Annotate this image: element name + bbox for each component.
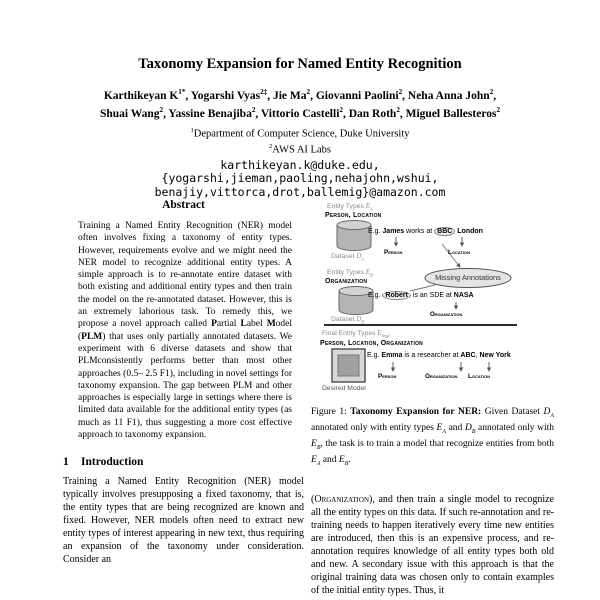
authors-line-1: Karthikeyan $K^{1*}$, Yogarshi Vyas$^{2\ddagger}$, Jie Ma$^2$, Giovanni Paolini$^2$, Neha Anna John$^2$, [103,88,497,102]
desired-model-icon-inner [338,355,359,376]
entity-types-b-label: Entity Types $E_B$ [327,269,373,278]
final-entity-types-label: Final Entity Types $E_{final}$ [322,330,390,339]
paper-title: Taxonomy Expansion for Named Entity Recognition [138,56,462,72]
section-1-heading [63,456,304,468]
right-column [311,201,554,597]
missing-annotations-label: Missing Annotations [435,273,501,282]
figure-1-diagram [311,201,554,397]
section-number: 1 [63,456,69,469]
figure-1-caption: Figure 1: Taxonomy Expansion for NER: Given Dataset $D_A$ annotated only with entity types $E_A$ and $D_B$ annotated only with $E_B$, the task is to train a model that recognize entities from both $E_A$ and $E_B$. [311,407,554,468]
email-line-3: benajiy,vittorca,drot,ballemig}@amazon.com [154,184,446,199]
introduction-paragraph: Training a Named Entity Recognition (NER) model typically involves presupposing a fixed taxonomy, that is, the entity types that are being recognized are known and fixed. However, NER models often need to extract new entity types of interest appearing in new text, thus requiring an expansion of the taxonomy under consideration. Consider an [63,476,304,565]
person-arrow-label-a: Person [384,249,403,256]
organization-arrow-label-final: Organization [425,373,458,380]
email-line-1: karthikeyan.k@duke.edu, [220,157,380,172]
email-block [0,159,600,200]
author-list [0,85,600,121]
example-sentence-b: E.g. Robert is an SDE at NASA [368,292,474,299]
entity-types-b-values: Organization [325,278,368,285]
dataset-a-cylinder-top [337,221,371,230]
affiliation-duke: $^1$Department of Computer Science, Duke University [190,126,410,140]
final-entity-types-values: Person, Location, Organization [320,340,423,347]
example-sentence-final: E.g. Emma is a researcher at ABC, New York [367,352,511,359]
organization-arrow-label-b: Organization [430,311,463,318]
entity-types-a-label: Entity Types $E_A$ [327,203,373,212]
section-title: Introduction [81,456,144,469]
affiliation-aws: $^2$AWS AI Labs [269,143,331,156]
abstract-heading: Abstract [162,199,205,211]
authors-line-2: Shuai Wang$^2$, Yassine Benajiba$^2$, Vittorio Castelli$^2$, Dan Roth$^2$, Miguel Ballesteros$^2$ [99,105,501,120]
right-column-paragraph: (Organization), and then train a single model to recognize all the entity types on this data. If such re-annotation and re-training needs to happen iteratively every time new entities are introduced, then this is an expensive process, and re-annotation requires knowledge of all entity types both old and new. A secondary issue with this approach is that the original training data was chosen only to contain examples of the initial entity types. Thus, it [311,494,554,597]
dataset-a-label: Dataset $D_A$ [331,253,365,262]
left-column [63,199,304,567]
desired-model-label: Desired Model [322,385,366,392]
abstract-body: Training a Named Entity Recognition (NER) model often involves fixing a taxonomy of entity types. However, requirements evolve and we might need the NER model to recognize additional entity types. A simple approach is to re-annotate entire dataset with both existing and additional entity types and then train the model on the re-annotated dataset. However, this is an extremely laborious task. To remedy this, we propose a novel approach called Partial Label Model (PLM) that uses only partially annotated datasets. We experiment with 6 diverse datasets and show that PLMconsistently performs better than most other approaches (0.5– 2.5 F1), including in novel settings for taxonomy expansion. The gap between PLM and other approaches is especially large in settings where there is limited data available for the additional entity types (as much as 11 F1), thus suggesting a more cost effective approach to taxonomy expansion. [78,221,293,441]
dataset-b-label: Dataset $D_B$ [331,316,365,325]
entity-types-a-values: Person, Location [325,212,382,219]
location-arrow-label-a: Location [448,249,470,256]
paper-header [0,56,600,199]
email-line-2: {yogarshi,jieman,paoling,nehajohn,wshui, [161,171,439,186]
affiliations [0,124,600,157]
example-sentence-a: E.g. James works at BBC London [368,228,483,235]
person-arrow-label-final: Person [378,373,397,380]
location-arrow-label-final: Location [468,373,490,380]
